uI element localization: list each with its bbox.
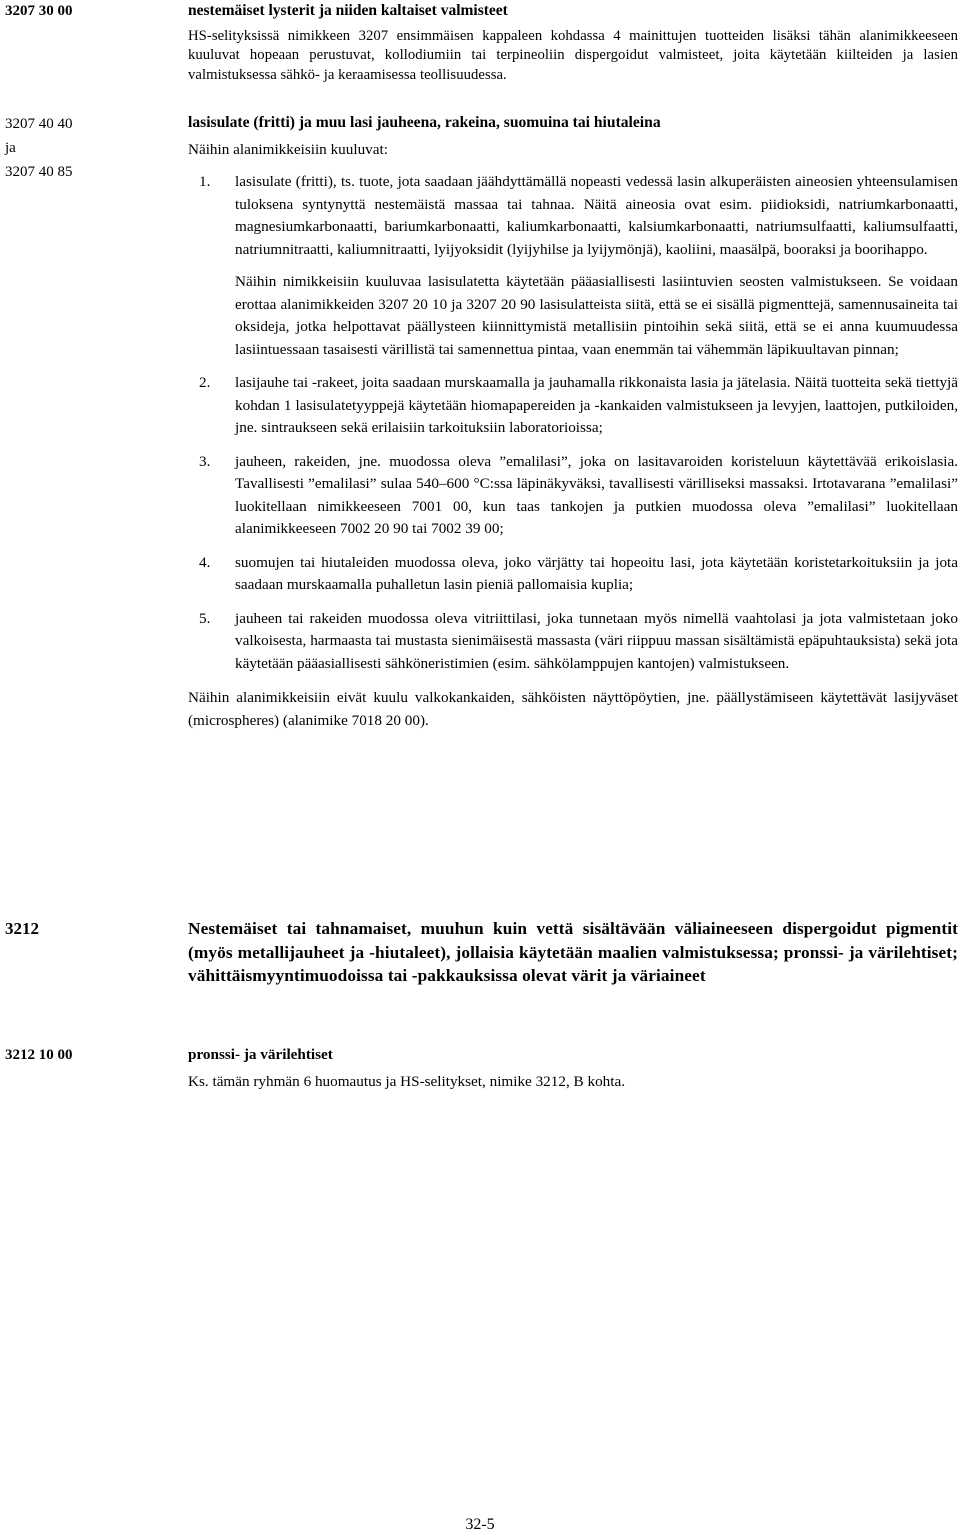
code-line: 3207 40 40 <box>5 116 73 132</box>
item-paragraph: Näihin nimikkeisiin kuuluvaa lasisulatetta käytetään pääasiallisesti lasiintuvien seosten valmistukseen. Se voidaan erottaa alanimikkeiden 3207 20 10 ja 3207 20 90 lasisulatteista siitä, että se ei sisällä pigmenttejä, samennusaineita tai oksideja, jotka helpottavat päällysteen kiinnittymistä metallisiin pintoihin sekä siitä, että se ei anna kuumuudessa lasiintuessaan tasaisesti värillistä tai samennettua pintaa, vaan enemmän tai vähemmän läpikuultavan pinnan; <box>235 273 958 358</box>
item-paragraph: jauheen tai rakeiden muodossa oleva vitriittilasi, joka tunnetaan myös nimellä vaahtolasi ja jota valmistetaan joko valkoisesta, harmaasta tai mustasta sienimäisestä massasta (väri riippuu massan sisältämistä epäpuhtauksista) sekä jota käytetään pääasiallisesti sähköneristimien (esim. sähkölamppujen kantojen) valmistukseen. <box>235 609 958 672</box>
subheading-code: 3207 30 00 <box>5 3 73 19</box>
subheading-code: 3212 10 00 <box>5 1047 73 1063</box>
item-paragraph: lasisulate (fritti), ts. tuote, jota saadaan jäähdyttämällä nopeasti vedessä lasin alkuperäisten aineosien yhteensulamisen tuloksena syntynyttä nestemäistä massaa tai tahnaa. Näitä aineosia ovat esim. piidioksidi, natriumkarbonaatti, magnesiumkarbonaatti, bariumkarbonaatti, kaliumkarbonaatti, kalsiumkarbonaatti, natriumsulfaatti, kaliumsulfaatti, natriumnitraatti, kaliumnitraatti, lyijyoksidit (lyijyhilse ja lyijymönjä), kaoliini, maasälpä, booraksi ja boorihappo. <box>235 173 958 258</box>
subheading-title: nestemäiset lysterit ja niiden kaltaiset valmisteet <box>188 2 508 19</box>
item-number: 2. <box>199 374 211 391</box>
list-item <box>188 171 958 361</box>
items-list <box>188 171 958 675</box>
item-number: 1. <box>199 173 211 190</box>
heading-code: 3212 <box>5 919 39 938</box>
item-paragraph: jauheen, rakeiden, jne. muodossa oleva ”emalilasi”, joka on lasitavaroiden koristeluun käytettävää erikoislasia. Tavallisesti ”emalilasi” sulaa 540–600 °C:ssa läpinäkyväksi, tavallisesti värilliseksi massaksi. Irtotavarana ”emalilasi” luokitellaan nimikkeeseen 7001 00, kun taas tankojen ja putkien muodossa oleva ”emalilasi” luokitellaan alanimikkeeseen 7002 20 90 tai 7002 39 00; <box>235 452 958 537</box>
code-line: 3207 40 85 <box>5 164 73 180</box>
closing-text: Näihin alanimikkeisiin eivät kuulu valkokankaiden, sähköisten näyttöpöytien, jne. päällystämiseen käytettävät lasijyväset (microspheres) (alanimike 7018 20 00). <box>188 689 958 729</box>
subheading-title: pronssi- ja värilehtiset <box>188 1046 333 1063</box>
item-number: 3. <box>199 452 211 470</box>
item-paragraph: lasijauhe tai -rakeet, joita saadaan murskaamalla ja jauhamalla rikkonaista lasia ja jätelasia. Näitä tuotteita sekä tiettyjä kohdan 1 lasisulatetyyppejä käytetään hiomapapereiden ja -kankaiden valmistukseen ja levyjen, laattojen, putkiloiden, jne. sintraukseen sekä erilaisiin tarkoituksiin laboratorioissa; <box>235 374 958 436</box>
list-item <box>188 608 958 676</box>
item-number: 4. <box>199 553 211 571</box>
item-paragraph: suomujen tai hiutaleiden muodossa oleva, joko värjätty tai hopeoitu lasi, jota käytetään koristetarkoituksiin ja jota saadaan murskaamalla puhalletun lasin pieniä pallomaisia kuplia; <box>235 553 958 593</box>
section-text: Ks. tämän ryhmän 6 huomautus ja HS-selitykset, nimike 3212, B kohta. <box>188 1072 626 1090</box>
section-text: HS-selityksissä nimikkeen 3207 ensimmäisen kappaleen kohdassa 4 mainittujen tuotteiden lisäksi tähän alanimikkeeseen kuuluvat hopeaan perustuvat, kollodiumiin tai terpineoliin dispergoidut valmisteet, joita käytetään kiilteiden ja lasien valmistuksessa sähkö- ja keraamisessa teollisuudessa. <box>188 27 958 84</box>
list-item <box>188 552 958 597</box>
page-number: 32-5 <box>465 1516 495 1533</box>
heading-title: Nestemäiset tai tahnamaiset, muuhun kuin vettä sisältävään väliaineeseen dispergoidut pigmentit (myös metallijauheet ja -hiutaleet), jollaisia käytetään maalien valmistuksessa; pronssi- ja värilehtiset; vähittäismyyntimuodoissa tai -pakkauksissa olevat värit ja väriaineet <box>188 919 958 985</box>
subheading-title: lasisulate (fritti) ja muu lasi jauheena, rakeina, suomuina tai hiutaleina <box>188 114 661 131</box>
list-item <box>188 451 958 541</box>
code-line: ja <box>5 140 16 156</box>
item-number: 5. <box>199 609 211 627</box>
list-item <box>188 372 958 440</box>
lead-text: Näihin alanimikkeisiin kuuluvat: <box>188 140 388 158</box>
subheading-code-range <box>5 112 73 184</box>
